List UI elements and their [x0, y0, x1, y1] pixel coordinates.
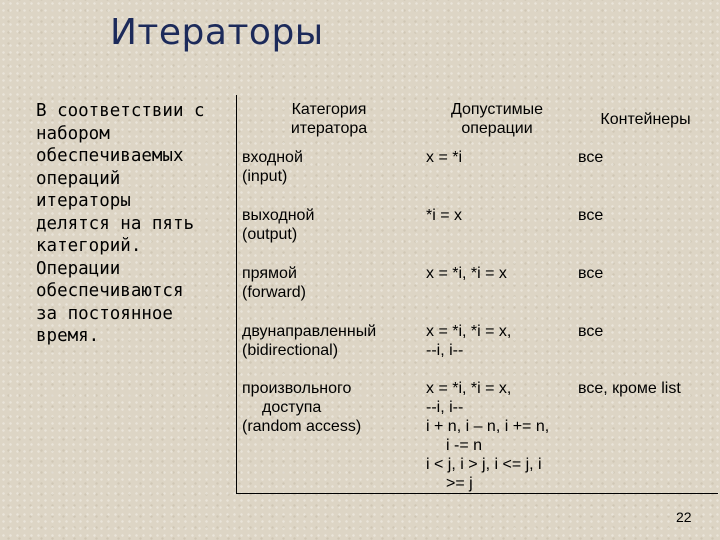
header-containers — [573, 95, 718, 143]
cell-containers: все — [578, 149, 604, 166]
cell-category — [237, 201, 422, 259]
intro-line: делятся на пять — [36, 213, 195, 234]
cell-line: x = *i, *i = x, — [426, 380, 512, 397]
cell-line: произвольного — [242, 380, 352, 397]
intro-line: обеспечиваемых — [36, 146, 184, 166]
intro-line: Операции — [36, 258, 121, 279]
header-line: Категория — [291, 101, 367, 118]
cell-operations — [421, 259, 573, 317]
cell-line: доступа — [262, 399, 322, 416]
cell-category — [237, 317, 422, 375]
cell-line: прямой — [242, 265, 297, 282]
cell-line: двунаправленный — [242, 323, 377, 340]
cell-operations — [421, 201, 573, 259]
cell-line: входной — [242, 149, 303, 166]
cell-operations — [421, 375, 573, 494]
header-line: операции — [461, 120, 533, 137]
cell-category — [237, 375, 422, 494]
cell-line: i -= n — [446, 437, 483, 454]
page-number: 22 — [676, 509, 692, 525]
header-line: Контейнеры — [600, 110, 691, 128]
intro-line: В соответствии с — [36, 101, 205, 121]
intro-line: набором — [36, 123, 110, 144]
cell-operations — [421, 317, 573, 375]
table-row — [237, 375, 719, 494]
table-header-row — [237, 95, 719, 143]
cell-line: (bidirectional) — [242, 342, 339, 359]
table-row — [237, 259, 719, 317]
header-line: Допустимые — [450, 101, 544, 118]
cell-line: x = *i, *i = x, — [426, 323, 512, 340]
cell-containers: все, кроме list — [578, 380, 681, 397]
cell-line: --i, i-- — [426, 342, 464, 359]
cell-line: x = *i — [426, 149, 463, 166]
cell-line: (forward) — [242, 284, 307, 301]
intro-line: категорий. — [36, 236, 142, 256]
iterator-table — [236, 95, 718, 494]
cell-containers: все — [578, 265, 604, 282]
cell-line: i < j, i > j, i <= j, i — [426, 456, 542, 473]
cell-containers: все — [578, 207, 604, 224]
table-row — [237, 143, 719, 201]
cell-line: (random access) — [242, 418, 362, 435]
cell-line: x = *i, *i = x — [426, 265, 507, 282]
cell-operations — [421, 143, 573, 201]
cell-category — [237, 143, 422, 201]
cell-line: --i, i-- — [426, 399, 464, 416]
intro-paragraph — [36, 100, 226, 348]
intro-line: обеспечиваются — [36, 281, 184, 301]
intro-line: итераторы — [36, 191, 131, 211]
cell-line: i + n, i – n, i += n, — [426, 418, 550, 435]
table-row — [237, 201, 719, 259]
table-row — [237, 317, 719, 375]
header-category — [237, 95, 422, 143]
intro-line: время. — [36, 326, 100, 346]
header-line: итератора — [290, 120, 368, 137]
cell-line: выходной — [242, 207, 315, 224]
cell-line: >= j — [446, 475, 473, 492]
cell-category — [237, 259, 422, 317]
cell-line: (output) — [242, 226, 298, 243]
slide-title: Итераторы — [110, 12, 324, 53]
intro-line: операций — [36, 168, 121, 189]
intro-line: за постоянное — [36, 303, 173, 324]
cell-containers: все — [578, 323, 604, 340]
cell-line: *i = x — [426, 207, 463, 224]
cell-line: (input) — [242, 168, 288, 185]
header-operations — [421, 95, 573, 143]
